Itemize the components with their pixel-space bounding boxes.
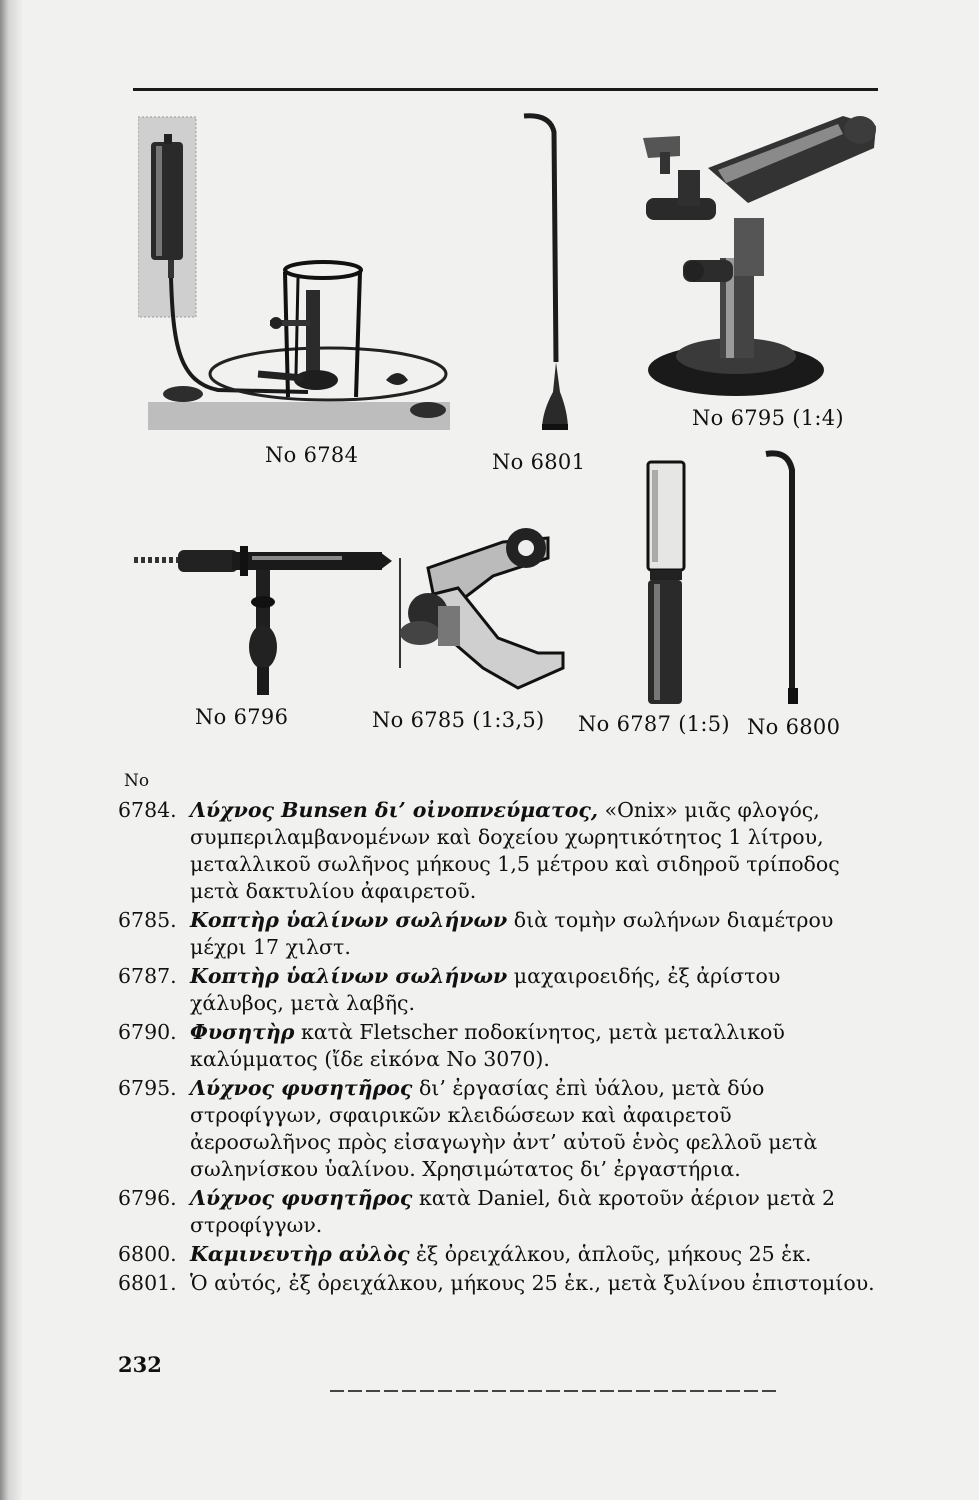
entry-description: ἐξ ὀρειχάλκου, ἁπλοῦς, μήκους 25 ἑκ. bbox=[415, 1242, 812, 1266]
entry-6790 bbox=[118, 1019, 878, 1073]
entry-description: διὰ τομὴν σωλήνων διαμέτρου μέχρι 17 χιλστ. bbox=[190, 908, 834, 959]
caption-6796: No 6796 bbox=[195, 705, 289, 729]
entry-number: 6800. bbox=[118, 1242, 177, 1266]
blowpipe-6801-illustration bbox=[520, 112, 570, 437]
daniel-lamp-6796-illustration bbox=[132, 542, 394, 697]
page-number: 232 bbox=[118, 1352, 162, 1377]
bunsen-burner-illustration bbox=[138, 112, 458, 437]
caption-6784: No 6784 bbox=[265, 443, 359, 467]
entry-number: 6790. bbox=[118, 1020, 177, 1044]
entry-title: Λύχνος φυσητῆρος bbox=[190, 1076, 413, 1100]
knife-cutter-6787-illustration bbox=[640, 458, 690, 708]
entry-6785 bbox=[118, 907, 878, 961]
entry-description: κατὰ Fletscher ποδοκίνητος, μετὰ μεταλλικοῦ καλύμματος (ἴδε εἰκόνα No 3070). bbox=[190, 1020, 785, 1071]
entry-title: Κοπτὴρ ὑαλίνων σωλήνων bbox=[190, 964, 508, 988]
column-header-no: No bbox=[124, 771, 150, 791]
catalog-entries bbox=[118, 768, 878, 1299]
entry-description: μαχαιροειδής, ἐξ ἀρίστου χάλυβος, μετὰ λαβῆς. bbox=[190, 964, 781, 1015]
entry-6784 bbox=[118, 797, 878, 905]
entry-title: Καμινευτὴρ αὐλὸς bbox=[190, 1242, 410, 1266]
entry-6801 bbox=[118, 1270, 878, 1297]
entry-title: Φυσητὴρ bbox=[190, 1020, 295, 1044]
entry-description: μιᾶς φλογός, συμπεριλαμβανομένων καὶ δοχείου χωρητικότητος 1 λίτρου, μεταλλικοῦ σωλῆνος μήκους 1,5 μέτρου καὶ σιδηροῦ τρίποδος μετὰ δακτυλίου ἀφαιρετοῦ. bbox=[190, 798, 840, 903]
entry-number: 6787. bbox=[118, 964, 177, 988]
caption-6801: No 6801 bbox=[492, 450, 586, 474]
tube-cutter-6785-illustration bbox=[398, 528, 568, 693]
entry-number: 6796. bbox=[118, 1186, 177, 1210]
entry-6787 bbox=[118, 963, 878, 1017]
caption-6785: No 6785 (1:3,5) bbox=[372, 708, 545, 732]
entry-number: 6801. bbox=[118, 1271, 177, 1295]
entry-number: 6795. bbox=[118, 1076, 177, 1100]
entry-number: 6785. bbox=[118, 908, 177, 932]
entry-6796 bbox=[118, 1185, 878, 1239]
caption-6795: No 6795 (1:4) bbox=[692, 406, 844, 430]
caption-6800: No 6800 bbox=[747, 715, 841, 739]
entry-6800 bbox=[118, 1241, 878, 1268]
entry-6795 bbox=[118, 1075, 878, 1183]
entry-description: Ὁ αὐτός, ἐξ ὀρειχάλκου, μήκους 25 ἑκ., μετὰ ξυλίνου ἐπιστομίου. bbox=[190, 1271, 875, 1295]
blowpipe-6800-illustration bbox=[762, 448, 812, 708]
page-spine-shadow bbox=[0, 0, 22, 1500]
top-rule bbox=[133, 88, 878, 91]
entry-quote: «Onix» bbox=[604, 798, 678, 822]
entry-title: Κοπτὴρ ὑαλίνων σωλήνων bbox=[190, 908, 508, 932]
entry-description: κατὰ Daniel, διὰ κροτοῦν ἀέριον μετὰ 2 στροφίγγων. bbox=[190, 1186, 836, 1237]
entry-description: δι’ ἐργασίας ἐπὶ ὑάλου, μετὰ δύο στροφίγγων, σφαιρικῶν κλειδώσεων καὶ ἀφαιρετοῦ ἀεροσωλῆνος πρὸς εἰσαγωγὴν ἀντ’ αὐτοῦ ἑνὸς φελλοῦ μετὰ σωληνίσκου ὑαλίνου. Χρησιμώτατος δι’ ἐργαστήρια. bbox=[190, 1076, 818, 1181]
blowpipe-lamp-6795-illustration bbox=[638, 108, 883, 398]
entry-number: 6784. bbox=[118, 798, 177, 822]
entry-title: Λύχνος φυσητῆρος bbox=[190, 1186, 413, 1210]
entry-title: Λύχνος Bunsen δι’ οἰνοπνεύματος, bbox=[190, 798, 599, 822]
bottom-rule bbox=[330, 1390, 780, 1392]
caption-6787: No 6787 (1:5) bbox=[578, 712, 730, 736]
